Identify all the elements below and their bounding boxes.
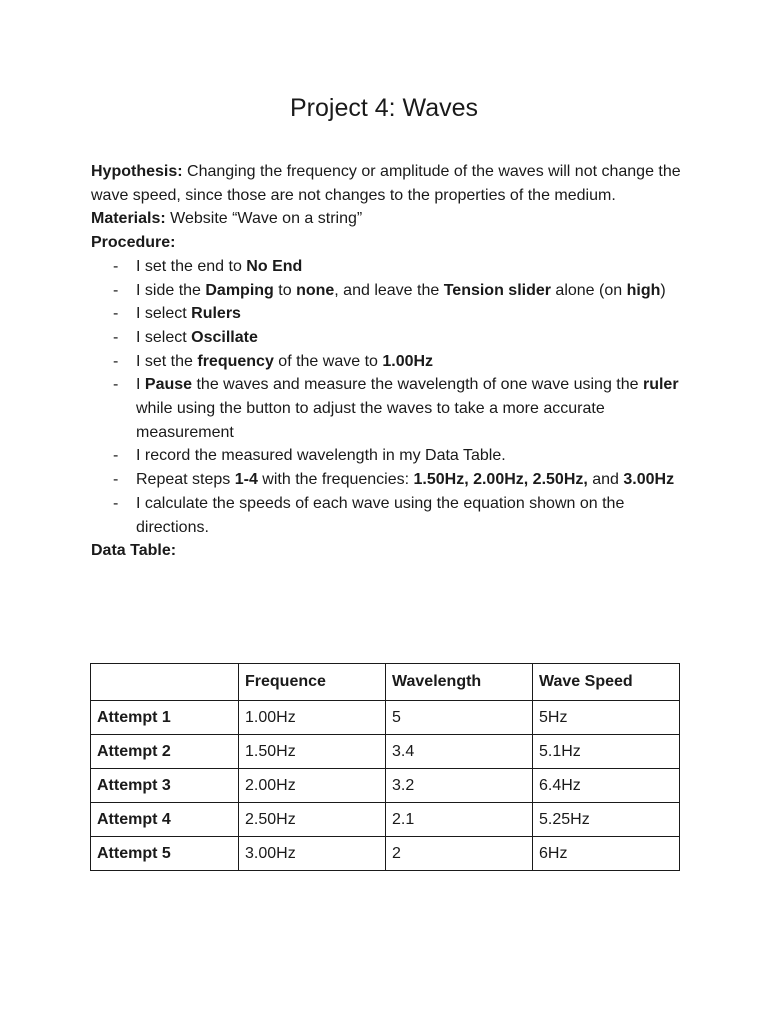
list-bullet: - bbox=[113, 471, 119, 489]
hypothesis-paragraph bbox=[91, 160, 691, 207]
table-row-label: Attempt 2 bbox=[91, 735, 239, 769]
table-cell: 2.50Hz bbox=[239, 803, 386, 837]
procedure-step bbox=[91, 468, 691, 492]
table-header-cell bbox=[91, 664, 239, 701]
table-header-row bbox=[91, 664, 680, 701]
table-header-cell: Wavelength bbox=[386, 664, 533, 701]
table-cell: 5Hz bbox=[533, 701, 680, 735]
step-text: the waves and measure the wavelength of one wave using the bbox=[192, 376, 643, 394]
step-emphasis: Tension slider bbox=[443, 281, 551, 299]
list-bullet: - bbox=[113, 376, 119, 394]
step-emphasis: Damping bbox=[205, 281, 274, 299]
procedure-label: Procedure: bbox=[91, 234, 176, 252]
step-emphasis: Rulers bbox=[191, 305, 241, 323]
step-emphasis: frequency bbox=[197, 352, 274, 370]
materials-text: Website “Wave on a string” bbox=[165, 210, 363, 228]
table-row bbox=[91, 735, 680, 769]
list-bullet: - bbox=[113, 352, 119, 370]
step-text: while using the button to adjust the waves to take a more accurate measurement bbox=[136, 400, 605, 441]
procedure-step bbox=[91, 492, 691, 539]
step-emphasis: 1.00Hz bbox=[382, 352, 434, 370]
step-text: I select bbox=[136, 305, 192, 323]
table-row-label: Attempt 1 bbox=[91, 701, 239, 735]
table-cell: 1.50Hz bbox=[239, 735, 386, 769]
step-emphasis: ruler bbox=[642, 376, 679, 394]
document-body bbox=[91, 160, 691, 563]
table-row-label: Attempt 3 bbox=[91, 769, 239, 803]
table-row-label: Attempt 4 bbox=[91, 803, 239, 837]
step-text: I set the bbox=[136, 352, 198, 370]
list-bullet: - bbox=[113, 305, 119, 323]
step-text: with the frequencies: bbox=[257, 471, 414, 489]
procedure-step bbox=[91, 373, 691, 444]
table-cell: 3.2 bbox=[386, 769, 533, 803]
step-emphasis: Pause bbox=[144, 376, 193, 394]
materials-label: Materials: bbox=[91, 210, 166, 228]
table-cell: 3.4 bbox=[386, 735, 533, 769]
procedure-step bbox=[91, 444, 691, 468]
step-emphasis: No End bbox=[246, 257, 303, 275]
table-cell: 1.00Hz bbox=[239, 701, 386, 735]
step-text: I set the end to bbox=[136, 257, 247, 275]
table-row bbox=[91, 701, 680, 735]
list-bullet: - bbox=[113, 281, 119, 299]
table-cell: 5 bbox=[386, 701, 533, 735]
table-header-cell: Frequence bbox=[239, 664, 386, 701]
step-emphasis: none bbox=[296, 281, 335, 299]
table-cell: 5.25Hz bbox=[533, 803, 680, 837]
page-title: Project 4: Waves bbox=[289, 94, 479, 122]
table-header-cell: Wave Speed bbox=[533, 664, 680, 701]
list-bullet: - bbox=[113, 494, 119, 512]
table-row bbox=[91, 769, 680, 803]
step-emphasis: high bbox=[626, 281, 661, 299]
step-text: I calculate the speeds of each wave using the equation shown on the directions. bbox=[136, 494, 625, 536]
procedure-step bbox=[91, 350, 691, 374]
table-cell: 2.00Hz bbox=[239, 769, 386, 803]
step-text: to bbox=[273, 281, 297, 299]
step-text: and bbox=[587, 471, 624, 489]
table-cell: 5.1Hz bbox=[533, 735, 680, 769]
table-cell: 2 bbox=[386, 837, 533, 871]
step-text: of the wave to bbox=[273, 352, 383, 370]
procedure-step bbox=[91, 302, 691, 326]
step-text: I side the bbox=[136, 281, 206, 299]
procedure-step bbox=[91, 255, 691, 279]
data-table-label: Data Table: bbox=[91, 542, 177, 560]
step-text: I record the measured wavelength in my Data Table. bbox=[136, 447, 506, 465]
step-emphasis: 1-4 bbox=[234, 471, 258, 489]
data-table-heading bbox=[91, 539, 691, 563]
step-text: , and leave the bbox=[334, 281, 444, 299]
procedure-step bbox=[91, 326, 691, 350]
hypothesis-text: Changing the frequency or amplitude of the waves will not change the wave speed, since those are not changes to the properties of the medium. bbox=[91, 163, 681, 204]
list-bullet: - bbox=[113, 328, 119, 346]
step-text: I bbox=[136, 376, 145, 394]
procedure-list bbox=[91, 255, 691, 539]
step-text: I select bbox=[136, 328, 192, 346]
procedure-heading bbox=[91, 231, 691, 255]
table-cell: 6Hz bbox=[533, 837, 680, 871]
list-bullet: - bbox=[113, 257, 119, 275]
step-emphasis: 3.00Hz bbox=[623, 471, 675, 489]
step-text: alone (on bbox=[550, 281, 627, 299]
hypothesis-label: Hypothesis: bbox=[91, 163, 183, 180]
table-row-label: Attempt 5 bbox=[91, 837, 239, 871]
table-row bbox=[91, 803, 680, 837]
step-emphasis: 1.50Hz, 2.00Hz, 2.50Hz, bbox=[413, 471, 588, 489]
materials-paragraph bbox=[91, 207, 691, 231]
table-cell: 2.1 bbox=[386, 803, 533, 837]
list-bullet: - bbox=[113, 447, 119, 465]
step-text: Repeat steps bbox=[136, 471, 235, 489]
table-cell: 3.00Hz bbox=[239, 837, 386, 871]
table-cell: 6.4Hz bbox=[533, 769, 680, 803]
data-table bbox=[90, 663, 680, 871]
table-row bbox=[91, 837, 680, 871]
procedure-step bbox=[91, 279, 691, 303]
step-emphasis: Oscillate bbox=[191, 328, 258, 346]
step-text: ) bbox=[660, 281, 666, 299]
